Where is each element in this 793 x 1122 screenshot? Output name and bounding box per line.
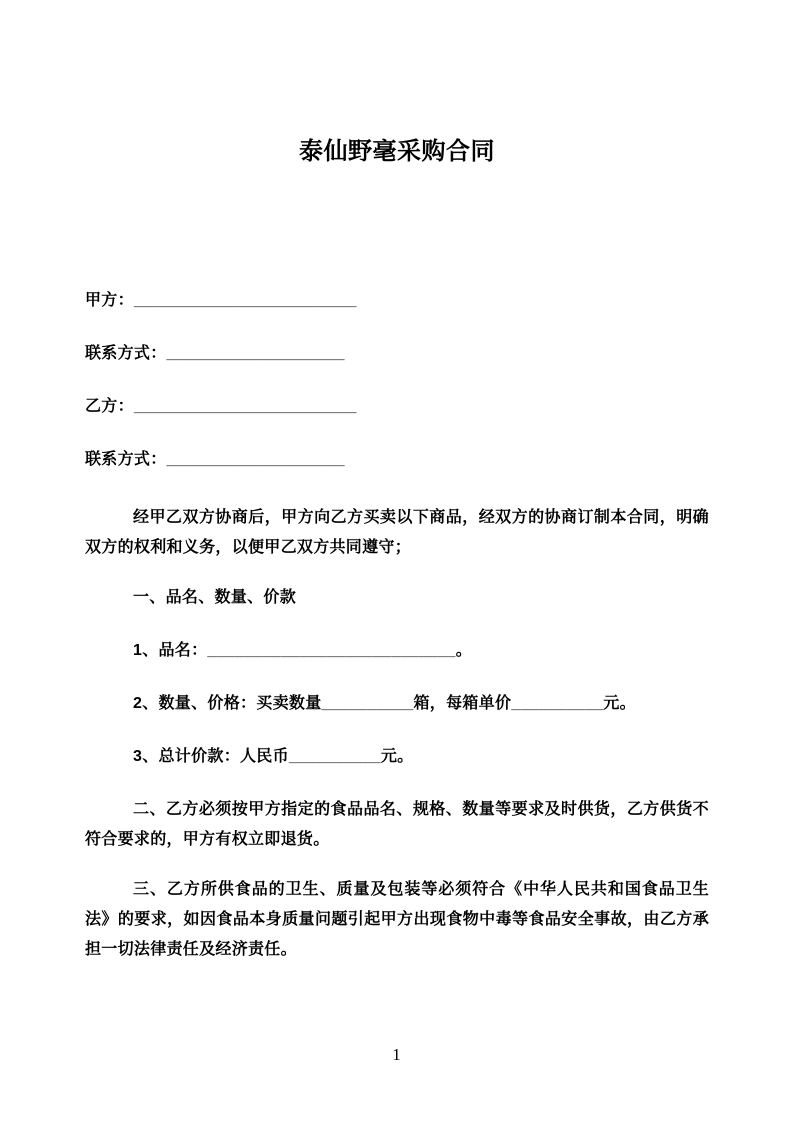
- section-two-paragraph: 二、乙方必须按甲方指定的食品品名、规格、数量等要求及时供货，乙方供货不符合要求的，甲方有权立即退货。: [85, 801, 709, 848]
- field-contact-b: [85, 445, 709, 475]
- field-party-b-label: 乙方：: [85, 398, 134, 415]
- section-one-item-quantity-price: 2、数量、价格：买卖数量__________箱，每箱单价__________元。: [133, 695, 636, 712]
- page-number: 1: [392, 1045, 401, 1064]
- field-contact-a-blank: ____________________: [166, 345, 345, 362]
- field-contact-b-label: 联系方式：: [85, 451, 167, 468]
- intro-paragraph: 经甲乙双方协商后，甲方向乙方买卖以下商品，经双方的协商订制本合同，明确双方的权利和义务，以便甲乙双方共同遵守；: [85, 509, 709, 556]
- section-three-paragraph: 三、乙方所供食品的卫生、质量及包装等必须符合《中华人民共和国食品卫生法》的要求，如因食品本身质量问题引起甲方出现食物中毒等食品安全事故，由乙方承担一切法律责任及经济责任。: [85, 881, 709, 958]
- field-party-a-blank: _________________________: [133, 292, 357, 309]
- section-one-item-total-price: 3、总计价款：人民币__________元。: [133, 748, 414, 765]
- field-contact-a-label: 联系方式：: [85, 345, 167, 362]
- field-party-a: [85, 286, 709, 316]
- field-contact-b-blank: ____________________: [166, 451, 345, 468]
- section-one-item-product-name: 1、品名：___________________________。: [133, 642, 473, 659]
- field-party-b: [85, 392, 709, 422]
- field-party-a-label: 甲方：: [85, 292, 134, 309]
- document-title: 泰仙野毫采购合同: [299, 138, 495, 165]
- field-party-b-blank: _________________________: [133, 398, 357, 415]
- field-contact-a: [85, 339, 709, 369]
- section-one-heading: 一、品名、数量、价款: [133, 589, 297, 606]
